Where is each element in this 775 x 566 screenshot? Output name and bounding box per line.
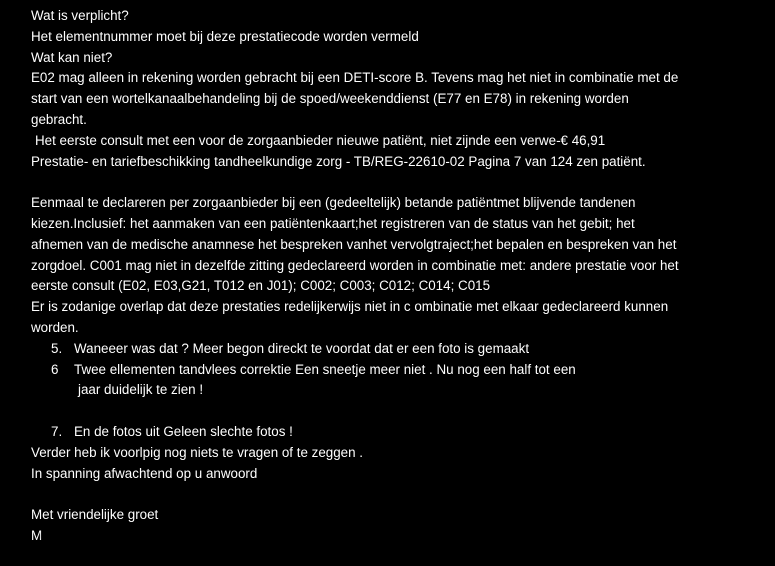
text-line: start van een wortelkanaalbehandeling bij de spoed/weekenddienst (E77 en E78) in rekening worden <box>31 91 629 107</box>
signature <box>31 526 775 547</box>
text-line: gebracht. <box>31 111 87 127</box>
text-line: afnemen van de medische anamnese het bespreken vanhet vervolgtraject;het bepalen en bespreken van het <box>31 236 677 252</box>
list-item <box>31 422 775 443</box>
text-line: E02 mag alleen in rekening worden gebracht bij een DETI-score B. Tevens mag het niet in combinatie met de <box>31 70 679 86</box>
text-line: eerste consult (E02, E03,G21, T012 en J01); C002; C003; C012; C014; C015 <box>31 278 491 294</box>
consult-line: Het eerste consult met een voor de zorgaanbieder nieuwe patiënt, niet zijnde een verwe-€ 46,91 <box>35 132 606 148</box>
redaction-mark <box>44 529 134 543</box>
paragraph-gap <box>31 401 775 422</box>
paragraph-gap <box>31 172 775 193</box>
text-line: kiezen.Inclusief: het aanmaken van een patiëntenkaart;het registreren van de status van het gebit; het <box>31 215 635 231</box>
text-line: Het elementnummer moet bij deze prestatiecode worden vermeld <box>31 28 419 44</box>
list-text: Waneeer was dat ? Meer begon direckt te voordat dat er een foto is gemaakt <box>74 340 530 356</box>
text-line: Verder heb ik voorlpig nog niets te vragen of te zeggen . <box>31 444 364 460</box>
text-line: zorgdoel. C001 mag niet in dezelfde zitting gedeclareerd worden in combinatie met: andere prestatie voor het <box>31 257 679 273</box>
list-continuation: jaar duidelijk te zien ! <box>78 382 204 398</box>
text-line: Eenmaal te declareren per zorgaanbieder bij een (gedeeltelijk) betande patiëntmet blijvende tandenen <box>31 195 636 211</box>
list-text: Twee ellementen tandvlees correktie Een sneetje meer niet . Nu nog een half tot een <box>74 361 576 377</box>
list-number: 6 <box>51 361 59 377</box>
text-line: Wat is verplicht? <box>31 8 129 23</box>
paragraph-gap <box>31 484 775 505</box>
list-item <box>31 360 775 381</box>
text-line: Wat kan niet? <box>31 49 113 65</box>
list-item <box>31 339 775 360</box>
list-number: 5. <box>51 340 63 356</box>
text-line: In spanning afwachtend op u anwoord <box>31 465 258 481</box>
list-text: En de fotos uit Geleen slechte fotos ! <box>74 423 293 439</box>
list-number: 7. <box>51 423 63 439</box>
text-line: Er is zodanige overlap dat deze prestaties redelijkerwijs niet in c ombinatie met elkaar gedeclareerd kunnen <box>31 299 669 315</box>
text-line: worden. <box>31 319 79 335</box>
closing-line: Met vriendelijke groet <box>31 507 159 523</box>
footer-line: Prestatie- en tariefbeschikking tandheelkundige zorg - TB/REG-22610-02 Pagina 7 van 124 zen patiënt. <box>31 153 646 169</box>
signature-initial: M <box>31 527 43 543</box>
